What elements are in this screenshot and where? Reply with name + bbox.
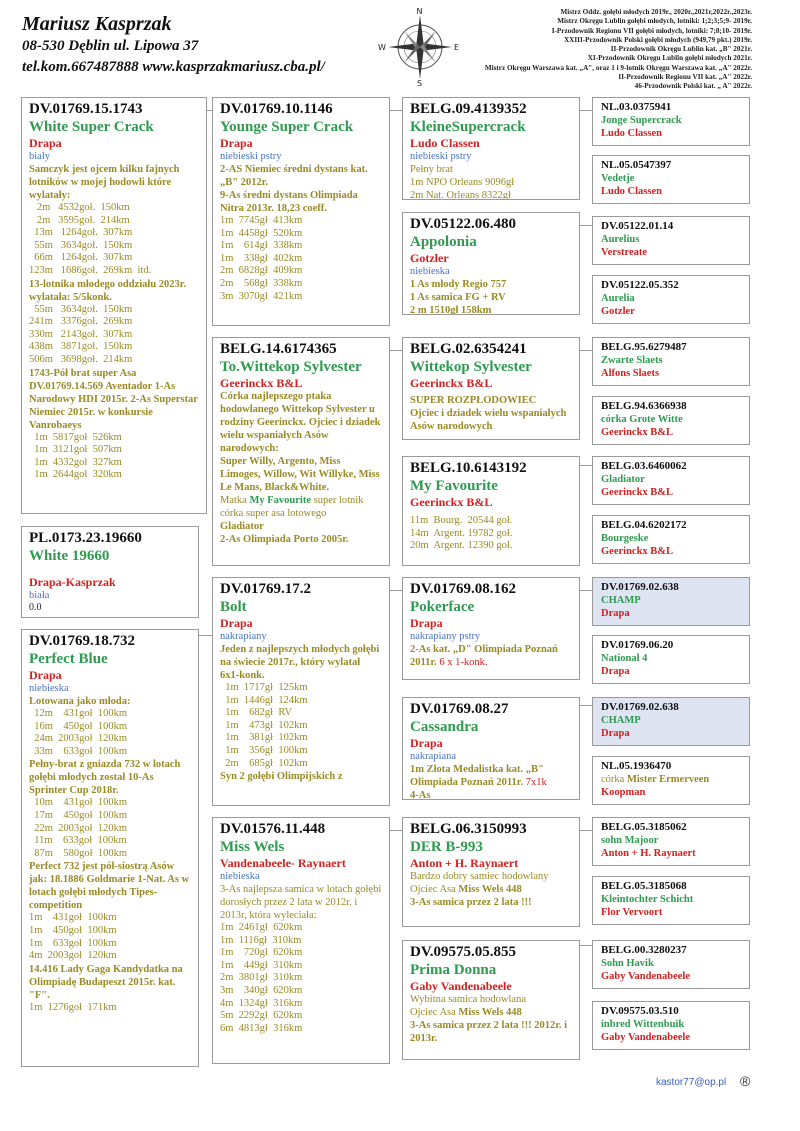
pigeon-card-sire[interactable] [212, 97, 390, 326]
pigeon-card-ggp-9[interactable] [592, 577, 750, 626]
result-line: 1m 614gł 338km [220, 240, 303, 252]
ring-number: DV.01769.10.1146 [220, 101, 333, 117]
connector [390, 350, 402, 351]
result-line: 12m 431goł 100km [29, 708, 128, 719]
result-line: 1m 1116gł 310km [220, 934, 302, 946]
pigeon-card-gp-3[interactable] [402, 337, 580, 440]
pigeon-name: inbred Wittenbuik [601, 1019, 685, 1030]
description: Wybitna samica hodowlana [410, 994, 526, 1005]
description: Samczyk jest ojcem kilku fajnych lotników w mojej hodowli które wylatały: [29, 164, 180, 201]
compass-s: S [417, 79, 423, 86]
result-line: 1m 449gł 310km [220, 959, 303, 971]
description: 2m Nat. Orleans 8322gł [410, 190, 511, 200]
connector [390, 110, 402, 111]
pigeon-name: Kleintochter Schicht [601, 894, 694, 905]
description: Pełny-brat z gniazda 732 w lotach gołębi młodych został 10-As Sprinter Cup 2018r. [29, 759, 181, 797]
result-line: 123m 1686goł. 269km itd. [29, 264, 152, 276]
color-label: niebieska [410, 266, 450, 277]
breeder-label: Gaby Vandenabeele [601, 971, 690, 982]
connector [580, 945, 592, 946]
result-line: 24m 2003goł 120km [29, 733, 128, 745]
result-line: 506m 3698goł. 214km [29, 353, 133, 365]
title-line: Mistrz Oddz. gołębi młodych 2019r., 2020r.,2021r,2022r.,2023r. [560, 8, 752, 16]
description: Syn 2 gołębi Olimpijskich z [220, 771, 343, 783]
description: 2-As kat. „D" Olimpiada Poznań 2011r. 6 x 1-konk. [410, 644, 558, 668]
result-line: 4m 2003goł 120km [29, 950, 117, 962]
breeder-label: Geerinckx B&L [220, 376, 303, 390]
breeder-label: Ludo Classen [410, 136, 480, 150]
ring-number: DV.09575.05.855 [410, 944, 516, 960]
description: SUPER ROZPŁODOWIEC [410, 395, 537, 406]
breeder-label: Drapa [601, 608, 630, 619]
description: 1m Złota Medalistka kat. „B" Olimpiada Poznań 2011r. 7x1k [410, 764, 547, 788]
ring-number: DV.01769.08.162 [410, 581, 516, 597]
compass-w: W [378, 43, 386, 52]
result-line: 1m 431goł 100km [29, 912, 117, 924]
description: 3-As najlepsza samica w lotach gołębi dorosłych przez 2 lata w 2012r. i 2013r, która wyleciała: [220, 884, 382, 921]
result-line: 1m 2644goł 320km [29, 469, 122, 481]
ring-number: BELG.05.3185062 [601, 821, 687, 833]
connector [580, 465, 592, 466]
pigeon-name: sohn Majoor [601, 835, 659, 846]
ring-number: BELG.14.6174365 [220, 341, 337, 357]
compass-e: E [454, 43, 460, 52]
pigeon-name: National 4 [601, 653, 648, 664]
description: 1 As samica FG + RV [410, 292, 506, 303]
breeder-address: 08-530 Dęblin ul. Lipowa 37 [22, 38, 199, 54]
ring-number: BELG.09.4139352 [410, 101, 527, 117]
pigeon-name: Wittekop Sylvester [410, 359, 532, 375]
breeder-label: Anton + H. Raynaert [410, 856, 519, 870]
breeder-label: Alfons Slaets [601, 368, 660, 379]
compass-n: N [416, 7, 423, 16]
result-line: 1m 338gł 402km [220, 252, 303, 264]
pigeon-name: Miss Wels [220, 839, 285, 855]
pigeon-card-ggp-14[interactable] [592, 876, 750, 925]
breeder-label: Geerinckx B&L [601, 487, 674, 498]
description: 1743-Pół brat super Asa DV.01769.14.569 Aventador 1-As Narodowy HDI 2015r. 2-As Superstar Niemiec 2015r. w konkursie Vanrobaeys [29, 367, 198, 431]
ring-number: DV.01769.08.27 [410, 701, 509, 717]
description: Bardzo dobry samiec hodowlany [410, 871, 549, 882]
result-line: 20m Argent. 12390 goł. [410, 540, 513, 552]
ring-number: BELG.03.6460062 [601, 460, 687, 472]
ring-number: DV.09575.03.510 [601, 1005, 679, 1017]
pigeon-card-subject-2[interactable] [21, 526, 199, 618]
achievement-titles [440, 8, 752, 92]
pigeon-card-gp-2[interactable] [402, 212, 580, 315]
description: Perfect 732 jest pół-siostrą Asów jak: 18.1886 Goldmarie 1-Nat. As w lotach gołębi młodych Tipes-competition [29, 861, 190, 912]
pigeon-card-gp-4[interactable] [402, 456, 580, 566]
breeder-label: Drapa [410, 616, 443, 630]
result-line: 2m 3595goł. 214km [29, 214, 130, 226]
breeder-label: Ludo Classen [601, 128, 662, 139]
connector [580, 110, 592, 111]
result-line: 1m 7745gł 413km [220, 215, 303, 226]
konk-note: 6 x 1-konk. [436, 657, 488, 668]
pigeon-name: córka Mister Ermerveen [601, 774, 710, 785]
color-label: nakrapiana [410, 751, 457, 762]
result-line: 2m 685gł 102km [220, 757, 308, 769]
ring-number: DV.05122.01.14 [601, 220, 674, 232]
breeder-label: Gaby Vandenabeele [410, 979, 512, 993]
pigeon-name: CHAMP [601, 715, 641, 726]
pigeon-card-ggp-13[interactable] [592, 817, 750, 866]
pigeon-name: Gladiator [601, 474, 645, 485]
pigeon-name: Pokerface [410, 599, 475, 615]
pigeon-card-subject[interactable] [21, 97, 207, 514]
color-label: nakrapiany [220, 631, 267, 642]
pigeon-name: KleineSupercrack [410, 119, 526, 135]
description: 4-As [410, 790, 431, 800]
description: Ojciec Asa Miss Wels 448 [410, 884, 522, 895]
breeder-label: Geerinckx B&L [410, 376, 493, 390]
pigeon-card-ggp-8[interactable] [592, 515, 750, 564]
ring-number: NL.03.0375941 [601, 101, 672, 113]
pigeon-name: Bourgeske [601, 533, 649, 544]
result-line: 14m Argent. 19782 goł. [410, 527, 513, 539]
pigeon-name: Appolonia [410, 234, 477, 250]
title-line: Mistrz Okręgu Warszawa kat. „A", oraz 1 i 9-lotnik Okręgu Warszawa kat. „A" 2022r. [484, 63, 752, 72]
highlight-name: Miss Wels 448 [458, 1007, 522, 1018]
connector [390, 830, 402, 831]
result-line: 10m 431goł 100km [29, 797, 128, 809]
ring-number: DV.01769.02.638 [601, 701, 679, 713]
pigeon-name: DER B-993 [410, 839, 483, 855]
title-line: 46-Przodownik Polski kat. „ A" 2022r. [634, 82, 752, 91]
pigeon-card-ggp-4[interactable] [592, 275, 750, 324]
pigeon-card-gp-6[interactable] [402, 697, 580, 800]
breeder-label: Drapa-Kasprzak [29, 575, 116, 589]
ring-number: NL.05.1936470 [601, 760, 672, 772]
result-line: 1m 4332goł 327km [29, 456, 122, 468]
pigeon-name: White Super Crack [29, 119, 154, 135]
pigeon-name: White 19660 [29, 548, 110, 564]
result-line: 4m 1324gł 316km [220, 997, 303, 1009]
result-line: 330m 2143goł. 307km [29, 328, 133, 340]
ring-number: NL.05.0547397 [601, 159, 672, 171]
pigeon-name: Cassandra [410, 719, 479, 735]
pigeon-name: Perfect Blue [29, 651, 108, 667]
pigeon-card-dam[interactable] [212, 337, 390, 566]
ring-number: BELG.05.3185068 [601, 880, 687, 892]
result-line: 11m Bourg. 20544 goł. [410, 515, 513, 526]
description: 9-As średni dystans Olimpiada Nitra 2013r. 18,23 coeff. [220, 190, 358, 214]
result-line: 438m 3871goł. 150km [29, 341, 133, 353]
result-line: 5m 2292gł 620km [220, 1010, 303, 1022]
description: 1m NPO Orleans 9096gł [410, 177, 515, 188]
pigeon-card-ggp-15[interactable] [592, 940, 750, 989]
ring-number: BELG.00.3280237 [601, 944, 687, 956]
ring-number: DV.05122.06.480 [410, 216, 516, 232]
description: 3-As samica przez 2 lata !!! [410, 897, 532, 908]
result-line: 1m 720gł 620km [220, 947, 303, 959]
pigeon-card-ggp-2[interactable] [592, 155, 750, 204]
pigeon-name: CHAMP [601, 595, 641, 606]
pigeon-card-ggp-16[interactable] [592, 1001, 750, 1050]
result-line: 2m 568gł 338km [220, 277, 303, 289]
ring-number: BELG.02.6354241 [410, 341, 527, 357]
breeder-label: Drapa [601, 728, 630, 739]
result-line: 3m 340gł 620km [220, 984, 303, 996]
description: 13-lotnika młodego oddziału 2023r. wylatała: 5/5konk. [29, 278, 187, 303]
breeder-label: Drapa [220, 136, 253, 150]
breeder-label: Drapa [29, 136, 62, 150]
result-line: 1m 1276goł 171km [29, 1001, 117, 1013]
pigeon-name: Younge Super Crack [220, 119, 354, 135]
description: 2-AS Niemiec średni dystans kat. „B" 2012r. [220, 164, 368, 188]
title-line: I-Przodownik Regionu VII gołębi młodych, lotniki: 7;8;10- 2019r. [551, 26, 752, 35]
connector [390, 590, 402, 591]
pigeon-card-gp-7[interactable] [402, 817, 580, 927]
ring-number: BELG.10.6143192 [410, 460, 527, 476]
result-line: 55m 3634goł. 150km [29, 239, 133, 251]
pigeon-card-ggp-1[interactable] [592, 97, 750, 146]
result-line: 241m 3376goł. 269km [29, 316, 133, 328]
breeder-name: Mariusz Kasprzak [22, 13, 172, 35]
ring-number: DV.01769.02.638 [601, 581, 679, 593]
description: Super Willy, Argento, Miss Limoges, Willow, Wit Willyke, Miss Le Mans, Black&White. [220, 456, 380, 493]
breeder-label: Gotzler [601, 306, 635, 317]
pigeon-name: My Favourite [410, 478, 498, 494]
pigeon-card-ggp-10[interactable] [592, 635, 750, 684]
pigeon-card-gp-5[interactable] [402, 577, 580, 680]
title-line: XI-Przodownik Okręgu Lublin gołębi młodych 2021r. [587, 54, 752, 63]
breeder-contact: tel.kom.667487888 www.kasprzakmariusz.cba.pl/ [22, 59, 325, 75]
konk-note: 7x1k [523, 777, 547, 788]
pigeon-name: Zwarte Slaets [601, 355, 663, 366]
breeder-label: Anton + H. Raynaert [601, 848, 696, 859]
result-line: 1m 5817goł 526km [29, 431, 122, 443]
breeder-label: Drapa [410, 736, 443, 750]
ring-number: DV.01769.06.20 [601, 639, 674, 651]
highlight-name: Miss Wels 448 [458, 884, 522, 895]
result-line: 1m 473gł 102km [220, 719, 308, 731]
result-line: 1m 682gł RV [220, 707, 293, 719]
description: Ojciec i dziadek wielu wspaniałych Asów narodowych [410, 408, 567, 432]
result-line: 33m 633goł 100km [29, 745, 128, 757]
connector [580, 590, 592, 591]
pigeon-name: Sohn Havik [601, 958, 654, 969]
breeder-label: Drapa [220, 616, 253, 630]
color-label: niebieska [29, 683, 69, 694]
result-line: 55m 3634goł. 150km [29, 303, 133, 315]
title-line: Mistrz Okręgu Lublin gołębi młodych, lotniki: 1;2;3;5;9- 2019r. [557, 17, 752, 26]
description: Gladiator [220, 521, 264, 532]
connector [580, 830, 592, 831]
pigeon-card-dam-2[interactable] [212, 817, 390, 1064]
color-label: biały [29, 151, 50, 162]
pigeon-name: To.Wittekop Sylvester [220, 359, 362, 375]
pigeon-card-ggp-12[interactable] [592, 756, 750, 805]
result-line: 6m 4813gł 316km [220, 1022, 303, 1034]
breeder-label: Geerinckx B&L [410, 495, 493, 509]
result-line: 1m 381gł 102km [220, 732, 308, 744]
result-line: 1m 2461gł 620km [220, 922, 303, 933]
ring-number: BELG.94.6366938 [601, 400, 687, 412]
description: Lotowana jako młoda: [29, 696, 131, 707]
pigeon-card-sire-2[interactable] [212, 577, 390, 806]
registered-mark: ® [740, 1073, 751, 1089]
result-line: 66m 1264goł. 307km [29, 252, 133, 264]
result-line: 1m 1717gł 125km [220, 682, 308, 693]
color-label: niebieski pstry [220, 151, 282, 162]
pigeon-card-ggp-11[interactable] [592, 697, 750, 746]
description: Ojciec Asa Miss Wels 448 [410, 1007, 522, 1018]
connector [580, 350, 592, 351]
ring-number: DV.01769.17.2 [220, 581, 311, 597]
breeder-label: Ludo Classen [601, 186, 662, 197]
color-label: niebieski pstry [410, 151, 472, 162]
pigeon-name: Aurelia [601, 293, 635, 304]
breeder-label: Flor Vervoort [601, 907, 663, 918]
pigeon-card-gp-1[interactable] [402, 97, 580, 200]
result-line: 1m 633goł 100km [29, 937, 117, 949]
pigeon-name: Jonge Supercrack [601, 115, 682, 126]
pigeon-name: Vedetje [601, 173, 635, 184]
breeder-label: Drapa [29, 668, 62, 682]
pigeon-card-ggp-7[interactable] [592, 456, 750, 505]
breeder-label: Vandenabeele- Raynaert [220, 856, 346, 870]
result-line: 1m 450goł 100km [29, 924, 117, 936]
connector [199, 635, 212, 636]
result-line: 2m 4532goł. 150km [29, 202, 130, 213]
pigeon-card-subject-3[interactable] [21, 629, 199, 1067]
ring-number: BELG.04.6202172 [601, 519, 687, 531]
connector [580, 225, 592, 226]
result-line: 1m 3121goł 507km [29, 444, 122, 456]
description: Matka My Favourite super lotnik córka super asa lotowego [220, 495, 364, 519]
result-line: 1m 356gł 100km [220, 744, 308, 756]
result-line: 2m 3801gł 310km [220, 972, 303, 984]
result-line: 87m 580goł 100km [29, 847, 128, 859]
result-line: 17m 450goł 100km [29, 809, 128, 821]
result-line: 1m 4458gł 520km [220, 227, 303, 239]
ring-number: PL.0173.23.19660 [29, 530, 142, 546]
breeder-label: Gotzler [410, 251, 449, 265]
pigeon-name: córka Grote Witte [601, 414, 683, 425]
breeder-label: Drapa [601, 666, 630, 677]
breeder-label: Geerinckx B&L [601, 427, 674, 438]
connector [580, 705, 592, 706]
result-line: 13m 1264goł. 307km [29, 227, 133, 239]
pigeon-card-ggp-6[interactable] [592, 396, 750, 445]
breeder-label: Koopman [601, 787, 646, 798]
result-line: 16m 450goł 100km [29, 720, 128, 732]
result-line: 3m 3070gł 421km [220, 290, 303, 302]
description: 14.416 Lady Gaga Kandydatka na Olimpiadę Budapeszt 2015r. kat. "F". [29, 963, 183, 1001]
description: 1 As młody Regio 757 [410, 279, 507, 290]
pigeon-name: Prima Donna [410, 962, 497, 978]
breeder-header [22, 12, 382, 78]
description: 2-As Olimpiada Porto 2005r. [220, 534, 349, 545]
result-line: 1m 1446gł 124km [220, 694, 308, 706]
description: Jeden z najlepszych młodych gołębi na świecie 2017r., który wylatał 6x1-konk. [220, 644, 380, 681]
breeder-label: Gaby Vandenabeele [601, 1032, 690, 1043]
pigeon-name: Aurelius [601, 234, 640, 245]
pigeon-card-ggp-5[interactable] [592, 337, 750, 386]
title-line: II-Przodownik Okręgu Lublin kat. „B" 2021r. [610, 45, 752, 54]
result-line: 22m 2003goł 120km [29, 822, 128, 834]
color-label: biała [29, 590, 50, 601]
description: Córka najlepszego ptaka hodowlanego Wittekop Sylvester u rodziny Geerinckx. Ojciec i dziadek wielu wspaniałych Asów narodowych: [220, 391, 381, 454]
description: Pełny brat [410, 164, 453, 175]
highlight-name: My Favourite [249, 495, 311, 506]
pigeon-card-ggp-3[interactable] [592, 216, 750, 265]
ring-number: DV.01769.18.732 [29, 633, 135, 649]
description: 3-As samica przez 2 lata !!! 2012r. i 2013r. [410, 1020, 568, 1044]
ring-number: DV.01769.15.1743 [29, 101, 143, 117]
color-label: niebieska [220, 871, 260, 882]
breeder-label: Verstreate [601, 247, 648, 258]
result-line: 2m 6828gł 409km [220, 265, 303, 277]
breeder-label: Geerinckx B&L [601, 546, 674, 557]
ring-number: DV.05122.05.352 [601, 279, 679, 291]
title-line: XXIII-Przodownik Polski gołębi młodych (949,79 pkt.) 2019r. [563, 35, 752, 44]
description: 2 m 1510gł 158km [410, 305, 492, 315]
ring-number: DV.01576.11.448 [220, 821, 326, 837]
color-label: nakrapiany pstry [410, 631, 481, 642]
footer-email[interactable]: kastor77@op.pl [656, 1077, 727, 1088]
result-line: 11m 633goł 100km [29, 835, 127, 847]
extra-value: 0.0 [29, 602, 42, 613]
title-line: II-Przodownik Regionu VII kat. „A" 2022r. [618, 73, 752, 82]
pigeon-name: Bolt [220, 599, 247, 615]
ring-number: BELG.95.6279487 [601, 341, 687, 353]
ring-number: BELG.06.3150993 [410, 821, 527, 837]
pigeon-card-gp-8[interactable] [402, 940, 580, 1060]
